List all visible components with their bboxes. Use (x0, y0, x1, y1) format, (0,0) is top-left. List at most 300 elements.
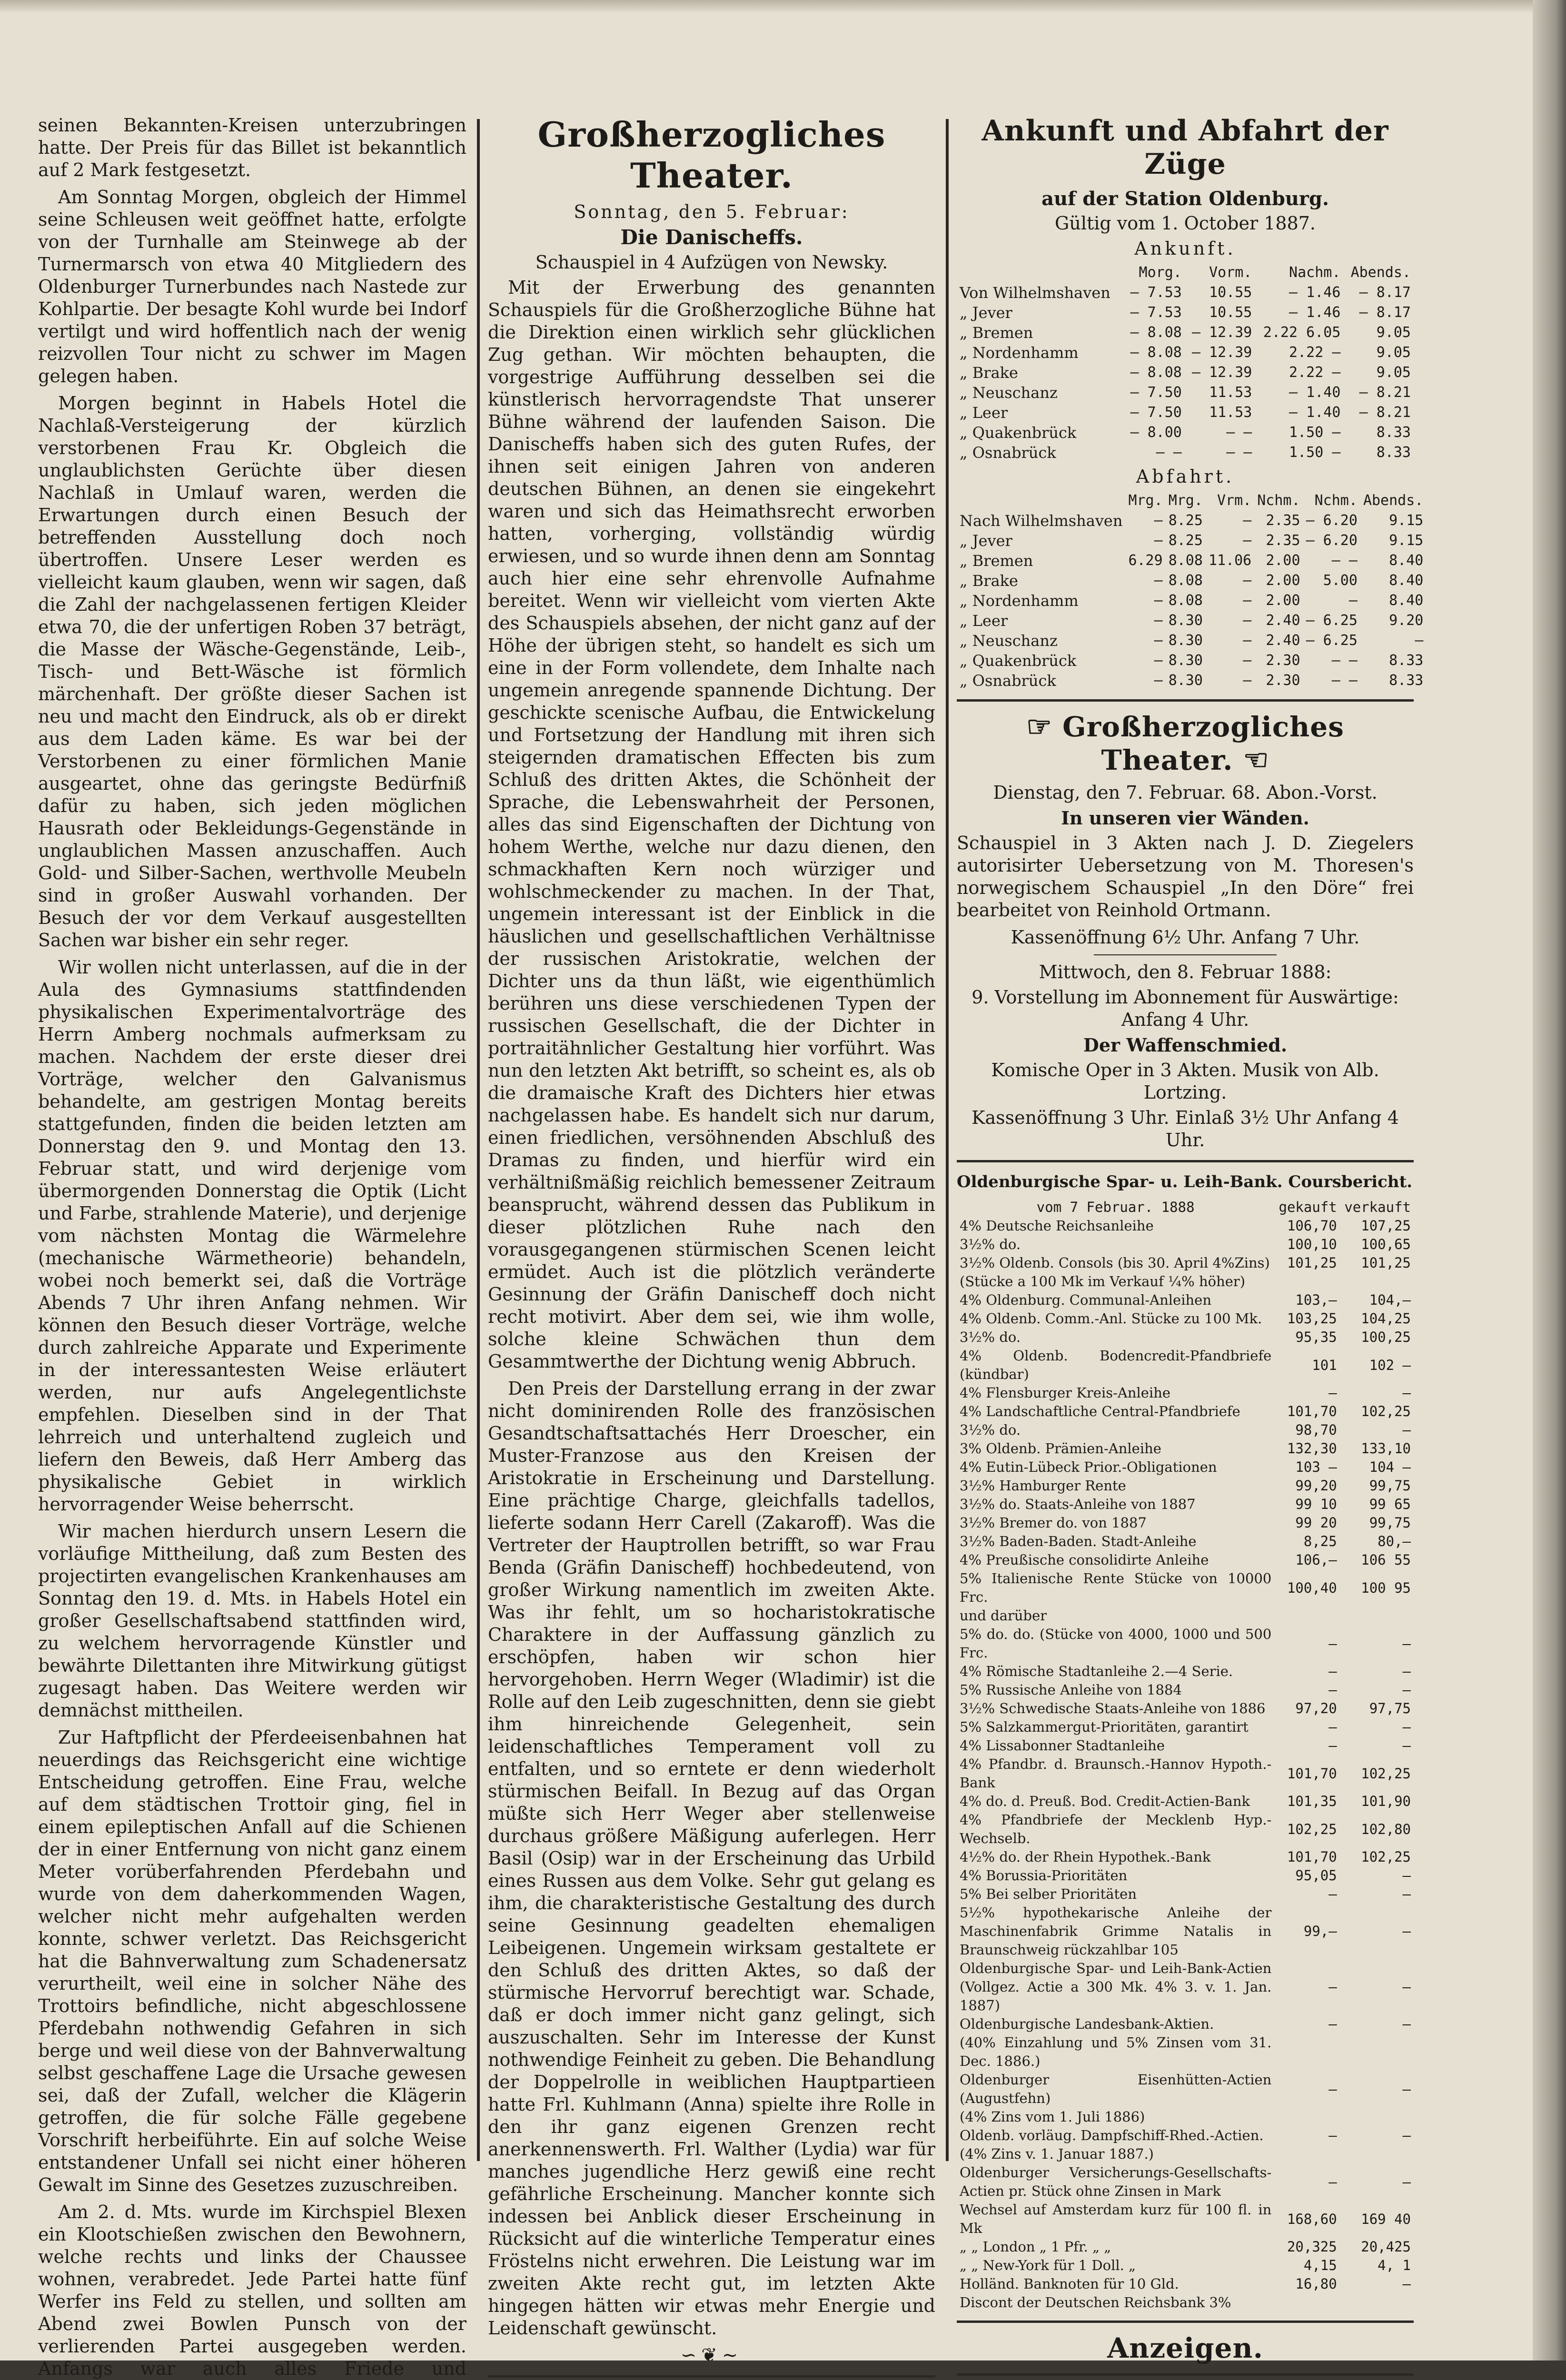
table-cell: 2.00 (1266, 552, 1300, 569)
table-cell: 99,— (1303, 1923, 1337, 1939)
table-header-cell: gekauft (1279, 1199, 1337, 1215)
table-cell (1274, 2293, 1339, 2312)
table-header-row (957, 1198, 1414, 1217)
table-row (957, 2145, 1414, 2163)
table-row (957, 571, 1426, 591)
table-cell: 100 95 (1361, 1579, 1411, 1596)
table-cell: 2.30 (1266, 672, 1300, 689)
table-cell: 101,90 (1361, 1793, 1411, 1809)
news-paragraph: Wir machen hierdurch unsern Lesern die vorläufige Mittheilung, daß zum Besten des projectirten evangelischen Krankenhauses am Sonntag den 19. d. Mts. in Habels Hotel ein großer Gesellschaftsabend stattfinden wird, zu welchem hervorragende Künstler und bewährte Dilettanten ihre Mitwirkung gütigst zugesagt haben. Das Weitere werden wir demnächst mittheilen. (38, 1521, 466, 1721)
table-header-cell: Abends. (1363, 492, 1424, 509)
table-cell: 5% do. do. (Stücke von 4000, 1000 und 500 Frc. (960, 1626, 1272, 1661)
table-cell: 4% Römische Stadtanleihe 2.—4 Serie. (960, 1663, 1233, 1679)
news-paragraph: Zur Haftpflicht der Pferdeeisenbahnen hat neuerdings das Reichsgericht eine wichtige Entscheidung getroffen. Eine Frau, welche auf dem städtischen Trottoir ging, fiel in einem epileptischen Anfall auf die Schienen der in einer Entfernung von nicht ganz einem Meter vorüberfahrenden Pferdebahn und wurde von dem daherkommenden Wagen, welcher nicht mehr aufgehalten werden konnte, schwer verletzt. Das Reichsgericht hat die Bahnverwaltung zum Schadenersatz verurtheilt, weil eine in solcher Nähe des Trottoirs befindliche, nicht abgeschlossene Pferdebahn nothwendig Gefahren in sich berge und weil diese von der Bahnverwaltung selbst geschaffene Lage die Ursache gewesen sei, daß der Zufall, welcher die Klägerin getroffen, die für solche Fälle gegebene Vorschrift herbeiführte. Ein auf solche Weise entstandener Unfall sei nicht einer höheren Gewalt im Sinne des Gesetzes zuzuschreiben. (38, 1727, 466, 2195)
table-cell: 3% Oldenb. Prämien-Anleihe (960, 1440, 1161, 1457)
table-cell: — (1402, 1737, 1411, 1754)
table-row (957, 1384, 1414, 1402)
table-cell: „ „ New-York für 1 Doll. „ (960, 2257, 1136, 2273)
table-cell: 3½% Baden-Baden. Stadt-Anleihe (960, 1533, 1197, 1549)
table-cell: 101,25 (1361, 1255, 1411, 1271)
table-row (957, 511, 1426, 531)
table-cell: 98,70 (1295, 1422, 1337, 1438)
table-header-row (957, 491, 1426, 511)
table-header-cell (957, 263, 1124, 283)
table-row (957, 423, 1414, 443)
table-row (957, 1681, 1414, 1699)
bank-rows (957, 1217, 1414, 2312)
table-cell: — (1154, 652, 1163, 669)
table-cell: 104 — (1369, 1459, 1411, 1475)
table-cell: — — (1226, 424, 1252, 441)
column-rule (946, 119, 949, 2161)
table-cell (1340, 1606, 1414, 1625)
table-cell: 101,70 (1287, 1765, 1337, 1782)
table-row (957, 1606, 1414, 1625)
table-cell: — (1243, 572, 1252, 589)
table-cell: — 6.20 (1306, 532, 1358, 549)
table-row (957, 1514, 1414, 1532)
bank-date: vom 7 Februar. 1888 (1036, 1199, 1195, 1215)
table-cell: — (1402, 1923, 1411, 1939)
table-row (957, 2015, 1414, 2033)
table-cell: 4% Eutin-Lübeck Prior.-Obligationen (960, 1459, 1217, 1475)
table-cell: 9.15 (1389, 532, 1424, 549)
table-cell: 5% Italienische Rente Stücke von 10000 Frc. (960, 1570, 1272, 1605)
table-cell: — (1328, 1719, 1337, 1735)
table-cell: — 1.40 (1289, 404, 1341, 421)
table-header-cell: verkauft (1344, 1199, 1411, 1215)
table-cell: 101,70 (1287, 1849, 1337, 1865)
table-cell: „ Jever (960, 532, 1012, 550)
table-cell: — (1402, 1867, 1411, 1884)
table-cell: „ Quakenbrück (960, 424, 1077, 442)
table-cell (1274, 1606, 1339, 1625)
theater2-date: Dienstag, den 7. Februar. 68. Abon.-Vorst. (993, 782, 1378, 803)
table-cell: 6.29 (1128, 552, 1163, 569)
theater2-times: Kassenöffnung 6½ Uhr. Anfang 7 Uhr. (1011, 927, 1360, 948)
table-cell: 101,25 (1287, 1255, 1337, 1271)
table-cell: 3½% Oldenb. Consols (bis 30. April 4%Zins) (960, 1255, 1270, 1271)
table-cell: 2.00 (1266, 592, 1300, 609)
table-cell (1340, 2108, 1414, 2126)
column-theater-review (488, 114, 935, 2380)
table-row (957, 591, 1426, 611)
table-cell: 4% Oldenburg. Communal-Anleihen (960, 1292, 1211, 1308)
table-row (957, 1532, 1414, 1551)
table-cell: 8,25 (1303, 1533, 1337, 1549)
table-cell: — (1154, 592, 1163, 609)
table-cell: — (1328, 1663, 1337, 1679)
table-header-cell: Vrm. (1217, 492, 1252, 509)
table-row (957, 1495, 1414, 1514)
table-cell: 100,10 (1287, 1236, 1337, 1252)
theater2-header (957, 710, 1414, 777)
table-cell: — 8.21 (1359, 404, 1411, 421)
table-cell: — 8.17 (1359, 304, 1411, 321)
table-row (957, 2126, 1414, 2145)
table-row (957, 1347, 1414, 1384)
table-cell: — (1243, 632, 1252, 649)
table-cell: — (1348, 592, 1358, 609)
table-row (957, 551, 1426, 571)
theater3-date: Mittwoch, den 8. Februar 1888: (1039, 962, 1332, 982)
table-cell: 107,25 (1361, 1218, 1411, 1234)
table-cell: 5% Russische Anleihe von 1884 (960, 1682, 1182, 1698)
table-cell: — (1328, 1635, 1337, 1652)
table-cell: 3½% Bremer do. von 1887 (960, 1515, 1147, 1531)
table-row (957, 1402, 1414, 1421)
table-cell: 4½% do. der Rhein Hypothek.-Bank (960, 1849, 1211, 1865)
news-paragraph: Am Sonntag Morgen, obgleich der Himmel seine Schleusen weit geöffnet hatte, erfolgte von der Turnhalle am Steinwege ab der Turnermarsch von etwa 40 Mitgliedern des Oldenburger Turnerbundes nach Nastede zur Kohlpartie. Der besagte Kohl wurde bei Indorf vertilgt und wird hoffentlich nach der wenig reizvollen Tour nicht zu schwer im Magen gelegen haben. (38, 187, 466, 387)
table-row (957, 1811, 1414, 1848)
table-cell: 106 55 (1361, 1552, 1411, 1568)
table-header-cell: Mrg. (1168, 492, 1203, 509)
table-cell: 5½% hypothekarische Anleihe der Maschinenfabrik Grimme Natalis in Braunschweig rückzahlbar 105 (960, 1904, 1272, 1958)
table-cell: — — (1331, 552, 1358, 569)
table-cell: 104,— (1369, 1292, 1411, 1308)
table-row (957, 2275, 1414, 2293)
news-paragraph: Morgen beginnt in Habels Hotel die Nachlaß-Versteigerung der kürzlich verstorbenen Frau Kr. Obgleich die unglaublichsten Gerüchte über diesen Nachlaß in Umlauf waren, werden die Erwartungen durch einen Besuch der betreffenden Ausstellung doch noch übertroffen. Unsere Leser werden es vielleicht kaum glauben, wenn wir sagen, daß die Zahl der nachgelassenen fertigen Kleider etwa 70, die der unfertigen Roben 37 beträgt, die Masse der Wäsche-Gegenstände, Leib-, Tisch- und Bett-Wäsche ist förmlich märchenhaft. Der größte dieser Sachen ist neu und macht den Eindruck, als ob er direkt aus dem Laden käme. Es war bei der Verstorbenen zu einer förmlichen Manie ausgeartet, ohne das geringste Bedürfniß dafür zu haben, sich jeden möglichen Hausrath oder Bekleidungs-Gegenstände in unglaublichen Massen anzuschaffen. Auch Gold- und Silber-Sachen, werthvolle Meubeln sind in großer Auswahl vorhanden. Der Besuch der vor dem Verkauf ausgestellten Sachen war bisher ein sehr reger. (38, 393, 466, 951)
table-cell: 80,— (1378, 1533, 1411, 1549)
table-header-cell: Abends. (1350, 264, 1411, 281)
table-cell: „ Neuschanz (960, 384, 1058, 402)
table-cell: — (1154, 612, 1163, 629)
table-row (957, 383, 1414, 403)
arrival-table (957, 263, 1414, 463)
table-cell: Von Wilhelmshaven (960, 284, 1110, 302)
train-title: Ankunft und Abfahrt der Züge (981, 114, 1389, 181)
pointing-hand-right-icon: ☞ (1026, 710, 1052, 744)
table-cell: 132,30 (1287, 1440, 1337, 1457)
table-cell: 10.55 (1209, 304, 1252, 321)
table-cell: 1.50 — (1289, 444, 1341, 461)
table-cell: 95,05 (1295, 1867, 1337, 1884)
table-row (957, 1959, 1414, 2015)
table-cell: — (1402, 1635, 1411, 1652)
table-cell: Oldenburgische Spar- und Leih-Bank-Actien (Vollgez. Actie a 300 Mk. 4% 3. v. 1. Jan. 1887) (960, 1960, 1272, 2013)
performance-date: Sonntag, den 5. Februar: (574, 201, 850, 222)
table-cell: 20,425 (1361, 2239, 1411, 2255)
table-cell: „ Nordenhamm (960, 592, 1079, 610)
table-cell (1340, 2145, 1414, 2163)
table-cell: — (1328, 1737, 1337, 1754)
table-row (957, 1718, 1414, 1736)
table-row (957, 1291, 1414, 1309)
page-binding-edge (1533, 0, 1566, 2360)
table-cell: 2.40 (1266, 612, 1300, 629)
table-cell: — (1402, 1663, 1411, 1679)
table-cell: 5% Bei selber Prioritäten (960, 1886, 1137, 1902)
table-cell: 9.15 (1389, 512, 1424, 529)
table-cell: 104,25 (1361, 1310, 1411, 1327)
table-cell: — 12.39 (1191, 324, 1252, 341)
table-cell: — (1402, 1886, 1411, 1902)
table-cell: — 8.08 (1130, 364, 1182, 381)
table-row (957, 1662, 1414, 1681)
table-cell: 3½% do. (960, 1329, 1021, 1345)
review-paragraph: Den Preis der Darstellung errang in der zwar nicht dominirenden Rolle des französischen Gesandtschaftsattachés Herr Droescher, ein Muster-Franzose aus den Kreisen der Aristokratie in Erscheinung und Darstellung. Eine prächtige Charge, gleichfalls tadellos, lieferte sodann Herr Carell (Zakaroff). Was die Vertreter der Hauptrollen betrifft, so war Frau Benda (Gräfin Danischeff) hochbedeutend, von großer Wirkung namentlich im zweiten Akte. Was ihr fehlt, um so hocharistokratische Charaktere in der Auffassung gänzlich zu erschöpfen, haben wir schon hier hervorgehoben. Herrn Weger (Wladimir) ist die Rolle auf den Leib zugeschnitten, denn sie giebt ihm hinreichende Gelegenheit, sein leidenschaftliches Temperament voll zu entfalten, und so erntete er denn wiederholt stürmischen Beifall. In Bezug auf das Organ müßte sich Herr Weger aber stellenweise durchaus größere Mäßigung auferlegen. Herr Basil (Osip) war in der Erscheinung das Urbild eines Russen aus dem Volke. Sehr gut gelang es ihm, die charakteristische Gestaltung des durch seine Gesinnung geadelten ehemaligen Leibeigenen. Ungemein wirksam gestaltete er den Schluß des dritten Aktes, so daß der stürmische Hervorruf berechtigt war. Schade, daß er doch immer nicht ganz gelingt, sich auszuschalten. Sehr im Interesse der Kunst nothwendige Feinheit zu geben. Die Behandlung der Doppelrolle in weiblichen Hauptpartieen hatte Frl. Kuhlmann (Anna) spielte ihre Rolle in den ihr ganz eigenen Grenzen recht anerkennenswerth. Frl. Walther (Lydia) war für manches jugendliche Herz gewiß eine recht gefährliche Erscheinung. Mancher konnte sich indessen bei Anblick dieser Erscheinung in Rücksicht auf die winterliche Temperatur eines Fröstelns nicht erwehren. Die Leistung war im zweiten Akte recht gut, im letzten Akte hingegen hätten wir etwas mehr Energie und Leidenschaft gewünscht. (488, 1378, 935, 2339)
table-cell: 4, 1 (1378, 2257, 1411, 2273)
table-cell: 133,10 (1361, 1440, 1411, 1457)
table-cell: 4,15 (1303, 2257, 1337, 2273)
table-row (957, 2071, 1414, 2108)
table-cell: 9.05 (1376, 344, 1411, 361)
table-cell: „ „ London „ 1 Pfr. „ „ (960, 2239, 1111, 2255)
table-cell: 8.40 (1389, 552, 1424, 569)
table-cell: — (1328, 1979, 1337, 1995)
table-cell: 100,40 (1287, 1579, 1337, 1596)
news-paragraph: Am 2. d. Mts. wurde im Kirchspiel Blexen ein Klootschießen zwischen den Bewohnern, welche rechts und links der Chaussee wohnen, verabredet. Jede Partei hatte fünf Werfer ins Feld zu stellen, und sollten am Abend zwei Bowlen Punsch von der verlierenden Partei ausgegeben werden. Anfangs war auch alles Friede und (38, 2202, 466, 2379)
table-header-row (957, 263, 1414, 283)
table-cell: — 8.08 (1130, 344, 1182, 361)
table-row (957, 283, 1414, 303)
table-row (957, 1477, 1414, 1495)
table-cell: — (1243, 512, 1252, 529)
table-cell: 1.50 — (1289, 424, 1341, 441)
table-cell: 4% do. d. Preuß. Bod. Credit-Actien-Bank (960, 1793, 1250, 1809)
table-cell: — 8.00 (1130, 424, 1182, 441)
table-row (957, 1792, 1414, 1811)
table-cell: 102,80 (1361, 1821, 1411, 1837)
table-row (957, 1551, 1414, 1569)
table-cell: 100,25 (1361, 1329, 1411, 1345)
table-cell: — (1328, 1886, 1337, 1902)
table-row (957, 443, 1414, 463)
table-row (957, 1625, 1414, 1662)
table-cell: 11.53 (1209, 404, 1252, 421)
departure-table (957, 491, 1426, 691)
table-cell: 9.05 (1376, 324, 1411, 341)
table-row (957, 1569, 1414, 1606)
table-cell: 8.30 (1168, 612, 1203, 629)
table-cell: „ Nordenhamm (960, 344, 1079, 362)
table-cell: 8.08 (1168, 592, 1203, 609)
table-cell: Oldenburger Eisenhütten-Actien (Augustfehn) (960, 2072, 1272, 2106)
table-cell: (4% Zins v. 1. Januar 1887.) (960, 2146, 1154, 2162)
theater2-play: In unseren vier Wänden. (1061, 807, 1309, 829)
table-row (957, 303, 1414, 323)
table-cell: — (1243, 652, 1252, 669)
table-row (957, 1254, 1414, 1272)
table-cell: 2.35 (1266, 512, 1300, 529)
table-cell: 5% Salzkammergut-Prioritäten, garantirt (960, 1719, 1249, 1735)
table-cell: „ Bremen (960, 552, 1033, 570)
table-header-cell: Nchm. (1257, 492, 1300, 509)
table-cell: — (1154, 572, 1163, 589)
table-row (957, 1848, 1414, 1866)
table-cell: 2.30 (1266, 652, 1300, 669)
table-cell: — (1243, 672, 1252, 689)
table-header-cell: Vorm. (1209, 264, 1252, 281)
theater-title: Großherzogliches Theater. (537, 114, 886, 196)
table-cell: — 12.39 (1191, 344, 1252, 361)
table-cell: — 8.08 (1130, 324, 1182, 341)
arrival-heading: Ankunft. (1134, 238, 1236, 259)
section-divider (957, 2373, 1414, 2376)
theater3-play: Der Waffenschmied. (1083, 1034, 1288, 1056)
arrival-rows (957, 283, 1414, 463)
table-cell: 8.08 (1168, 572, 1203, 589)
table-cell: — (1243, 612, 1252, 629)
table-cell: — (1328, 2127, 1337, 2143)
table-cell: 3½% do. (960, 1422, 1021, 1438)
table-cell: 103 — (1295, 1459, 1337, 1475)
table-cell: 4% Landschaftliche Central-Pfandbriefe (960, 1403, 1240, 1419)
table-cell: 16,80 (1295, 2276, 1337, 2292)
table-header-cell: Mrg. (1128, 492, 1163, 509)
table-cell: 10.55 (1209, 284, 1252, 301)
table-cell: — (1328, 2173, 1337, 2190)
theater3-times: Kassenöffnung 3 Uhr. Einlaß 3½ Uhr Anfang 4 Uhr. (971, 1107, 1399, 1150)
table-cell: 3½% Hamburger Rente (960, 1478, 1126, 1494)
review-paragraph: Mit der Erwerbung des genannten Schauspiels für die Großherzogliche Bühne hat die Direktion einen wirklich sehr glücklichen Zug gethan. Wir möchten behaupten, die vorgestrige Aufführung desselben sei die künstlerisch hervorragendste That unserer Bühne während der laufenden Saison. Die Danischeffs haben sich des guten Rufes, der ihnen seit einigen Jahren von anderen deutschen Bühnen, an denen sie eingekehrt waren und sich das Heimathsrecht erworben hatten, vorherging, vollständig würdig erwiesen, und so wurde ihnen denn am Sonntag auch hier eine sehr ehrenvolle Aufnahme bereitet. Wenn wir vielleicht vom vierten Akte des Schauspiels absehen, der nicht ganz auf der Höhe der übrigen steht, so handelt es sich um eine in der Form vollendete, dem Inhalte nach ungemein anregende spannende Dichtung. Der geschickte scenische Aufbau, die Entwickelung und Fortsetzung der Handlung mit ihren sich steigernden dramatischen Effecten bis zum Schluß des dritten Aktes, die Schönheit der Sprache, die Lebenswahrheit der Personen, alles das sind Eigenschaften der Dichtung von hohem Werthe, welche nur dazu dienen, den schmackhaften Kern noch würziger und wohlschmeckender zu machen. In der That, ungemein interessant ist der Einblick in die häuslichen und gesellschaftlichen Verhältnisse der russischen Aristokratie, welchen der Dichter uns da thun läßt, wie eigenthümlich berühren uns diese verschiedenen Typen der russischen Gesellschaft, die der Dichter in portraitähnlicher Gestaltung hier vorführt. Was nun den letzten Akt betrifft, so scheint es, als ob die dramaische Kraft des Dichters hier etwas nachgelassen habe. Es handelt sich nur darum, einen friedlichen, versöhnenden Abschluß des Dramas zu finden, und hierfür wird ein verhältnißmäßig reichlich bemessener Zeitraum beansprucht, während dessen das Publikum in dieser plötzlichen Ruhe nach den vorausgegangenen stürmischen Scenen leicht ermüdet. Auch ist die plötzlich veränderte Gesinnung der Gräfin Danischeff doch nicht recht motivirt. Aber dem sei, wie ihm wolle, solche kleine Schwächen thun dem Gesammtwerthe der Dichtung wenig Abbruch. (488, 277, 935, 1372)
table-cell: 8.40 (1389, 592, 1424, 609)
theater3-description: Komische Oper in 3 Akten. Musik von Alb. Lortzing. (991, 1060, 1379, 1103)
table-cell: Oldenb. vorläug. Dampfschiff-Rhed.-Actien. (960, 2127, 1264, 2143)
table-cell: „ Brake (960, 572, 1018, 590)
table-cell: „ Quakenbrück (960, 652, 1077, 670)
table-cell: 2.22 6.05 (1263, 324, 1341, 341)
table-cell: 8.33 (1389, 672, 1424, 689)
table-cell: 8.25 (1168, 532, 1203, 549)
table-cell: — (1402, 1979, 1411, 1995)
section-divider (957, 699, 1414, 702)
table-cell: 3½% do. Staats-Anleihe von 1887 (960, 1496, 1196, 1512)
table-cell: 8.25 (1168, 512, 1203, 529)
table-cell: 102 — (1369, 1357, 1411, 1373)
table-row (957, 1439, 1414, 1458)
table-cell: Holländ. Banknoten für 10 Gld. (960, 2276, 1179, 2292)
table-cell: 4% Oldenb. Bodencredit-Pfandbriefe (kündbar) (960, 1348, 1272, 1382)
section-divider (488, 2375, 935, 2378)
table-cell: 8.30 (1168, 652, 1203, 669)
table-row (957, 671, 1426, 691)
theater2-description: Schauspiel in 3 Akten nach J. D. Ziegelers autorisirter Uebersetzung von M. Thoresen's norwegischem Schauspiel „In den Döre“ frei bearbeitet von Reinhold Ortmann. (957, 833, 1414, 921)
table-cell: 101,35 (1287, 1793, 1337, 1809)
table-row (957, 2238, 1414, 2256)
table-cell: — (1243, 592, 1252, 609)
table-cell: 99 65 (1369, 1496, 1411, 1512)
table-cell: 4% Pfandbriefe der Mecklenb Hyp.-Wechselb. (960, 1812, 1272, 1846)
table-cell (1340, 2293, 1414, 2312)
table-cell: 4% Lissabonner Stadtanleihe (960, 1737, 1165, 1754)
table-cell: (4% Zins vom 1. Juli 1886) (960, 2109, 1145, 2125)
table-cell: 2.22 — (1289, 364, 1341, 381)
departure-heading: Abfahrt. (1136, 466, 1235, 487)
table-cell: 99 10 (1295, 1496, 1337, 1512)
table-cell: und darüber (960, 1607, 1047, 1624)
table-header-cell: Morg. (1139, 264, 1182, 281)
short-divider (1094, 954, 1277, 955)
table-cell: 8.30 (1168, 672, 1203, 689)
table-row (957, 2293, 1414, 2312)
table-row (957, 1699, 1414, 1718)
table-cell: (40% Einzahlung und 5% Zinsen vom 31. Dec. 1886.) (960, 2034, 1272, 2069)
table-cell: „ Osnabrück (960, 672, 1056, 690)
table-row (957, 1458, 1414, 1477)
play-title: Die Danischeffs. (620, 226, 803, 249)
table-cell: — 7.50 (1130, 384, 1182, 401)
table-cell: 169 40 (1361, 2211, 1411, 2227)
table-row (957, 531, 1426, 551)
table-cell: 11.06 (1208, 552, 1252, 569)
table-cell: „ Osnabrück (960, 444, 1056, 462)
table-cell: 99,20 (1295, 1478, 1337, 1494)
section-divider (957, 2320, 1414, 2323)
table-cell: — (1402, 2081, 1411, 2097)
table-row (957, 1309, 1414, 1328)
table-row (957, 611, 1426, 631)
table-cell: 3½% Schwedische Staats-Anleihe von 1886 (960, 1700, 1266, 1716)
table-cell: „ Leer (960, 404, 1008, 422)
table-cell: — (1328, 2016, 1337, 2032)
table-cell: 101 (1312, 1357, 1337, 1373)
table-cell: 168,60 (1287, 2211, 1337, 2227)
table-row (957, 1885, 1414, 1904)
table-cell: 11.53 (1209, 384, 1252, 401)
play-subtitle: Schauspiel in 4 Aufzügen von Newsky. (535, 252, 888, 273)
table-row (957, 1421, 1414, 1439)
table-cell: 3½% do. (960, 1236, 1021, 1252)
column-notices (957, 114, 1424, 2380)
train-valid: Gültig vom 1. October 1887. (1054, 213, 1316, 234)
table-header-cell: Nchm. (1314, 492, 1358, 509)
table-cell: — — (1331, 672, 1358, 689)
table-cell: Oldenburger Versicherungs-Gesellschafts-Actien pr. Stück ohne Zinsen in Mark (960, 2164, 1272, 2199)
table-cell: 103,25 (1287, 1310, 1337, 1327)
anzeigen-title: Anzeigen. (1107, 2332, 1263, 2364)
table-cell (1274, 2145, 1339, 2163)
pointing-hand-left-icon: ☜ (1243, 744, 1269, 777)
table-cell: — 1.46 (1289, 284, 1341, 301)
table-cell: 5.00 (1323, 572, 1358, 589)
table-cell: 95,35 (1295, 1329, 1337, 1345)
table-cell: 4% Deutsche Reichsanleihe (960, 1218, 1154, 1234)
table-cell: — (1328, 1385, 1337, 1401)
table-cell: 8.40 (1389, 572, 1424, 589)
table-cell: 97,75 (1369, 1700, 1411, 1716)
train-subtitle: auf der Station Oldenburg. (1041, 188, 1329, 210)
table-cell: — (1402, 2173, 1411, 2190)
table-cell: 102,25 (1361, 1403, 1411, 1419)
table-cell: — 8.17 (1359, 284, 1411, 301)
table-row (957, 1272, 1414, 1291)
table-cell: — 12.39 (1191, 364, 1252, 381)
column-rule (477, 119, 480, 2161)
table-row (957, 1755, 1414, 1792)
table-cell: 2.22 — (1289, 344, 1341, 361)
table-cell: 102,25 (1361, 1849, 1411, 1865)
page-top-shadow (0, 0, 1566, 13)
table-cell: — (1328, 2081, 1337, 2097)
table-cell: Wechsel auf Amsterdam kurz für 100 fl. in Mk (960, 2202, 1272, 2236)
table-cell: — (1154, 632, 1163, 649)
theater2-title: Großherzogliches Theater. (1062, 711, 1344, 776)
table-cell: „ Jever (960, 304, 1012, 322)
table-cell: 2.40 (1266, 632, 1300, 649)
table-cell: — 8.21 (1359, 384, 1411, 401)
table-cell: — 6.25 (1306, 612, 1358, 629)
table-row (957, 1328, 1414, 1347)
table-cell: — 6.25 (1306, 632, 1358, 649)
news-paragraph: Wir wollen nicht unterlassen, auf die in der Aula des Gymnasiums stattfindenden physikalischen Experimentalvorträge des Herrn Amberg nochmals aufmerksam zu machen. Nachdem der erste dieser drei Vorträge, welcher den Galvanismus behandelte, am gestrigen Montag bereits stattgefunden, finden die beiden letzten am Donnerstag den 9. und Montag den 13. Februar statt, und wird derjenige vom übermorgenden Donnerstag die Optik (Licht und Farbe, strahlende Materie), und derjenige vom nächsten Montag die Wärmelehre (mechanische Wärmetheorie) behandeln, wobei noch bemerkt sei, daß die Vorträge Abends 7 Uhr ihren Anfang nehmen. Wir können den Besuch dieser Vorträge, welche durch zahlreiche Apparate und Experimente in der interessantesten Weise erläutert werden, nur aufs Angelegentlichste empfehlen. Dieselben sind in der That lehrreich und unterhaltend zugleich und liefern den Beweis, daß Herr Amberg das physikalische Gebiet in wirklich hervorragender Weise beherrscht. (38, 957, 466, 1515)
table-cell: — (1402, 2016, 1411, 2032)
table-cell: 97,20 (1295, 1700, 1337, 1716)
table-cell: — (1328, 1682, 1337, 1698)
table-cell: — (1402, 1385, 1411, 1401)
table-cell: „ Neuschanz (960, 632, 1058, 650)
table-cell: — (1154, 512, 1163, 529)
